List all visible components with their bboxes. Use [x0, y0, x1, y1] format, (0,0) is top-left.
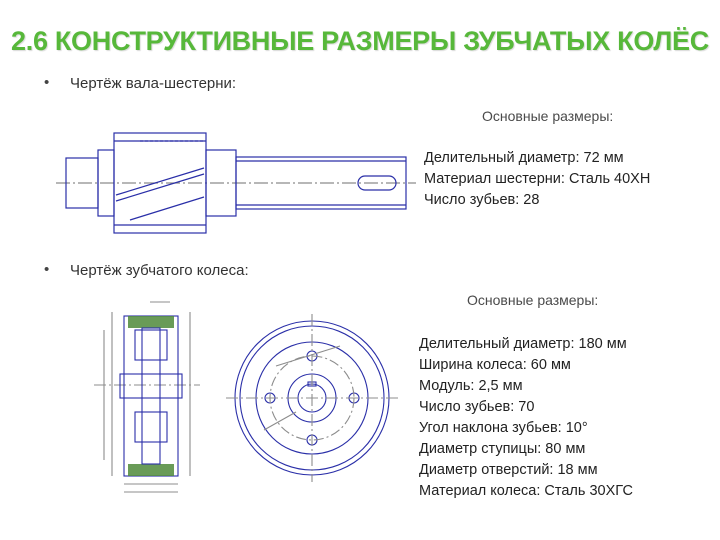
- shaft-spec-teeth: Число зубьев: 28: [424, 192, 540, 208]
- bullet-dot-icon: •: [44, 261, 50, 278]
- shaft-spec-pitch-diameter: Делительный диаметр: 72 мм: [424, 150, 624, 166]
- gear-spec-width: Ширина колеса: 60 мм: [419, 357, 571, 373]
- shaft-subheading: Основные размеры:: [482, 108, 614, 124]
- gear-spec-hub-diameter: Диаметр ступицы: 80 мм: [419, 441, 586, 457]
- gear-subheading: Основные размеры:: [467, 292, 599, 308]
- shaft-spec-material: Материал шестерни: Сталь 40ХН: [424, 171, 651, 187]
- gear-spec-material: Материал колеса: Сталь 30ХГС: [419, 483, 633, 499]
- gear-spec-module: Модуль: 2,5 мм: [419, 378, 523, 394]
- gear-section-drawing-icon: [94, 302, 200, 492]
- gear-spec-hole-diameter: Диаметр отверстий: 18 мм: [419, 462, 598, 478]
- gear-spec-helix-angle: Угол наклона зубьев: 10°: [419, 420, 588, 436]
- gear-spec-pitch-diameter: Делительный диаметр: 180 мм: [419, 336, 627, 352]
- shaft-heading: Чертёж вала-шестерни:: [70, 75, 237, 92]
- gear-spec-teeth: Число зубьев: 70: [419, 399, 535, 415]
- gear-face-drawing-icon: [226, 314, 398, 482]
- shaft-drawing-icon: [56, 133, 416, 233]
- page-title: 2.6 КОНСТРУКТИВНЫЕ РАЗМЕРЫ ЗУБЧАТЫХ КОЛЁС: [11, 26, 709, 56]
- bullet-dot-icon: •: [44, 74, 50, 91]
- gear-heading: Чертёж зубчатого колеса:: [70, 262, 249, 279]
